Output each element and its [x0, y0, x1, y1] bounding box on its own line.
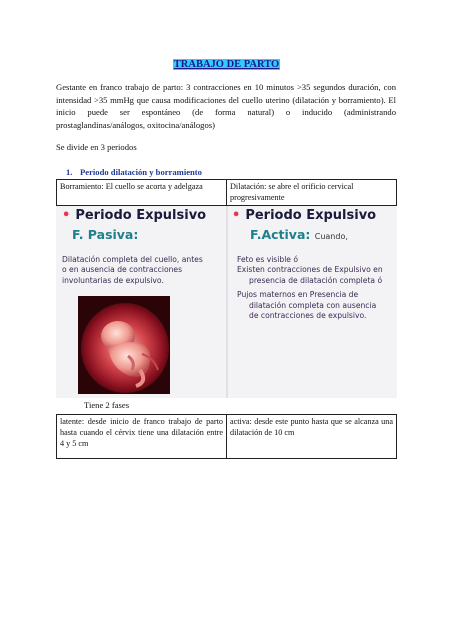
intro-paragraph: Gestante en franco trabajo de parto: 3 contracciones en 10 minutos >35 segundos duración, con intensidad >35 mmHg que causa modificaciones del cuello uterino (dilatación y borramiento). El inicio puede ser espontáneo (de forma natural) o inducido (administrando prostaglandinas/análogos, oxitocina/análogos) [56, 82, 396, 130]
slide-right-title: • Periodo Expulsivo [232, 208, 377, 223]
phases-text: Tiene 2 fases [84, 400, 130, 410]
activa-cell: activa: desde este punto hasta que se alcanza una dilatación de 10 cm [227, 415, 397, 459]
bullet-icon: • [62, 208, 71, 223]
latente-cell: latente: desde inicio de franco trabajo de parto hasta cuando el cérvix tiene una dilatación entre 4 y 5 cm [57, 415, 227, 459]
section-number: 1. [66, 167, 73, 177]
slide-left-subtitle: F. Pasiva: [72, 227, 139, 242]
borramiento-cell: Borramiento: El cuello se acorta y adelgaza [57, 180, 227, 206]
slide-right-subtitle: F.Activa: Cuando, [250, 227, 348, 242]
slide-left-text: Dilatación completa del cuello, antes o en ausencia de contracciones involuntarias de expulsivo. [62, 255, 203, 285]
section-title: Periodo dilatación y borramiento [80, 167, 202, 177]
divide-text: Se divide en 3 periodos [56, 142, 137, 152]
fases-table [56, 414, 397, 459]
borramiento-dilatacion-table [56, 179, 397, 206]
section-heading [66, 167, 202, 177]
expulsivo-slide-image [56, 206, 397, 398]
slide-divider [226, 206, 228, 398]
bullet-icon: • [232, 208, 241, 223]
slide-left-title: • Periodo Expulsivo [62, 208, 207, 223]
document-title: TRABAJO DE PARTO [173, 59, 280, 70]
dilatacion-cell: Dilatación: se abre el orificio cervical progresivamente [227, 180, 397, 206]
slide-right-text: Feto es visible ó Existen contracciones de Expulsivo en presencia de dilatación completa ó Pujos maternos en Presencia de dilatación completa con ausencia de contracciones de expulsivo. [237, 255, 383, 321]
fetus-illustration [78, 296, 170, 394]
